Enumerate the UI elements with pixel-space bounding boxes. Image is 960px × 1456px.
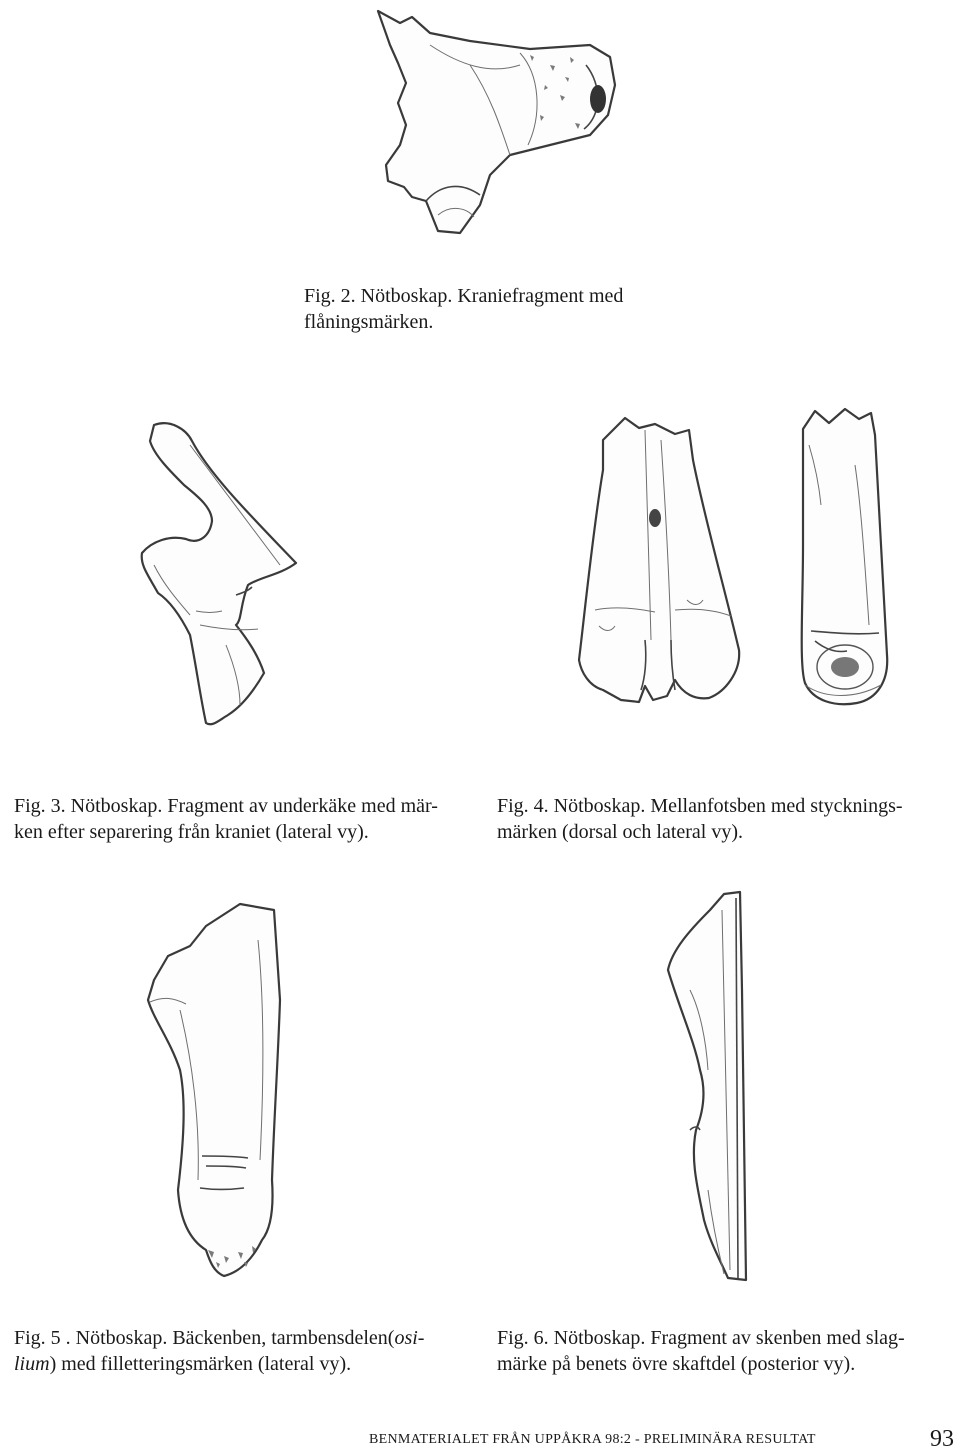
fig5-caption-line-2: [14, 1351, 424, 1377]
fig6-svg: [660, 890, 760, 1285]
fig5-caption-line-1: [14, 1325, 424, 1351]
fig2-caption: [304, 283, 623, 335]
fig3-caption: [14, 793, 438, 845]
fig5-caption: [14, 1325, 424, 1377]
fig5-caption-line-1-italic: osi-: [394, 1327, 425, 1349]
running-footer-title: BENMATERIALET FRÅN UPPÅKRA 98:2 - PRELIMINÄRA RESULTAT: [369, 1432, 816, 1447]
fig6-caption-line-1: Fig. 6. Nötboskap. Fragment av skenben med slag-: [497, 1327, 905, 1349]
fig4-caption: [497, 793, 903, 845]
fig4-metatarsal-dorsal-drawing: [575, 410, 745, 710]
fig5-caption-line-2-italic: lium: [14, 1353, 50, 1375]
fig3-caption-line-1: Fig. 3. Nötboskap. Fragment av underkäke med mär-: [14, 795, 438, 817]
fig3-caption-line-2: ken efter separering från kraniet (lateral vy).: [14, 821, 369, 843]
fig5-caption-line-1-text: Fig. 5 . Nötboskap. Bäckenben, tarmbensdelen(: [14, 1327, 395, 1349]
fig4-metatarsal-lateral-drawing: [795, 405, 895, 715]
fig6-caption-line-2: märke på benets övre skaftdel (posterior vy).: [497, 1353, 856, 1375]
page-number: 93: [930, 1426, 954, 1452]
fig2-caption-line-2: flåningsmärken.: [304, 311, 434, 333]
fig5-caption-line-2-text: ) med filletteringsmärken (lateral vy).: [49, 1353, 352, 1375]
fig6-tibia-fragment-drawing: [660, 890, 760, 1285]
fig6-caption: [497, 1325, 905, 1377]
fig5-pelvis-ilium-drawing: [140, 900, 290, 1280]
fig2-caption-line-1: Fig. 2. Nötboskap. Kraniefragment med: [304, 285, 624, 307]
fig4-caption-line-1: Fig. 4. Nötboskap. Mellanfotsben med stycknings-: [497, 795, 903, 817]
fig2-skull-fragment-drawing: [370, 5, 640, 245]
fig3-mandible-fragment-drawing: [130, 415, 310, 730]
fig2-svg: [370, 5, 640, 245]
fig4-lateral-svg: [795, 405, 895, 715]
fig4-dorsal-svg: [575, 410, 745, 710]
fig3-svg: [130, 415, 310, 730]
fig5-svg: [140, 900, 290, 1280]
fig4-caption-line-2: märken (dorsal och lateral vy).: [497, 821, 744, 843]
